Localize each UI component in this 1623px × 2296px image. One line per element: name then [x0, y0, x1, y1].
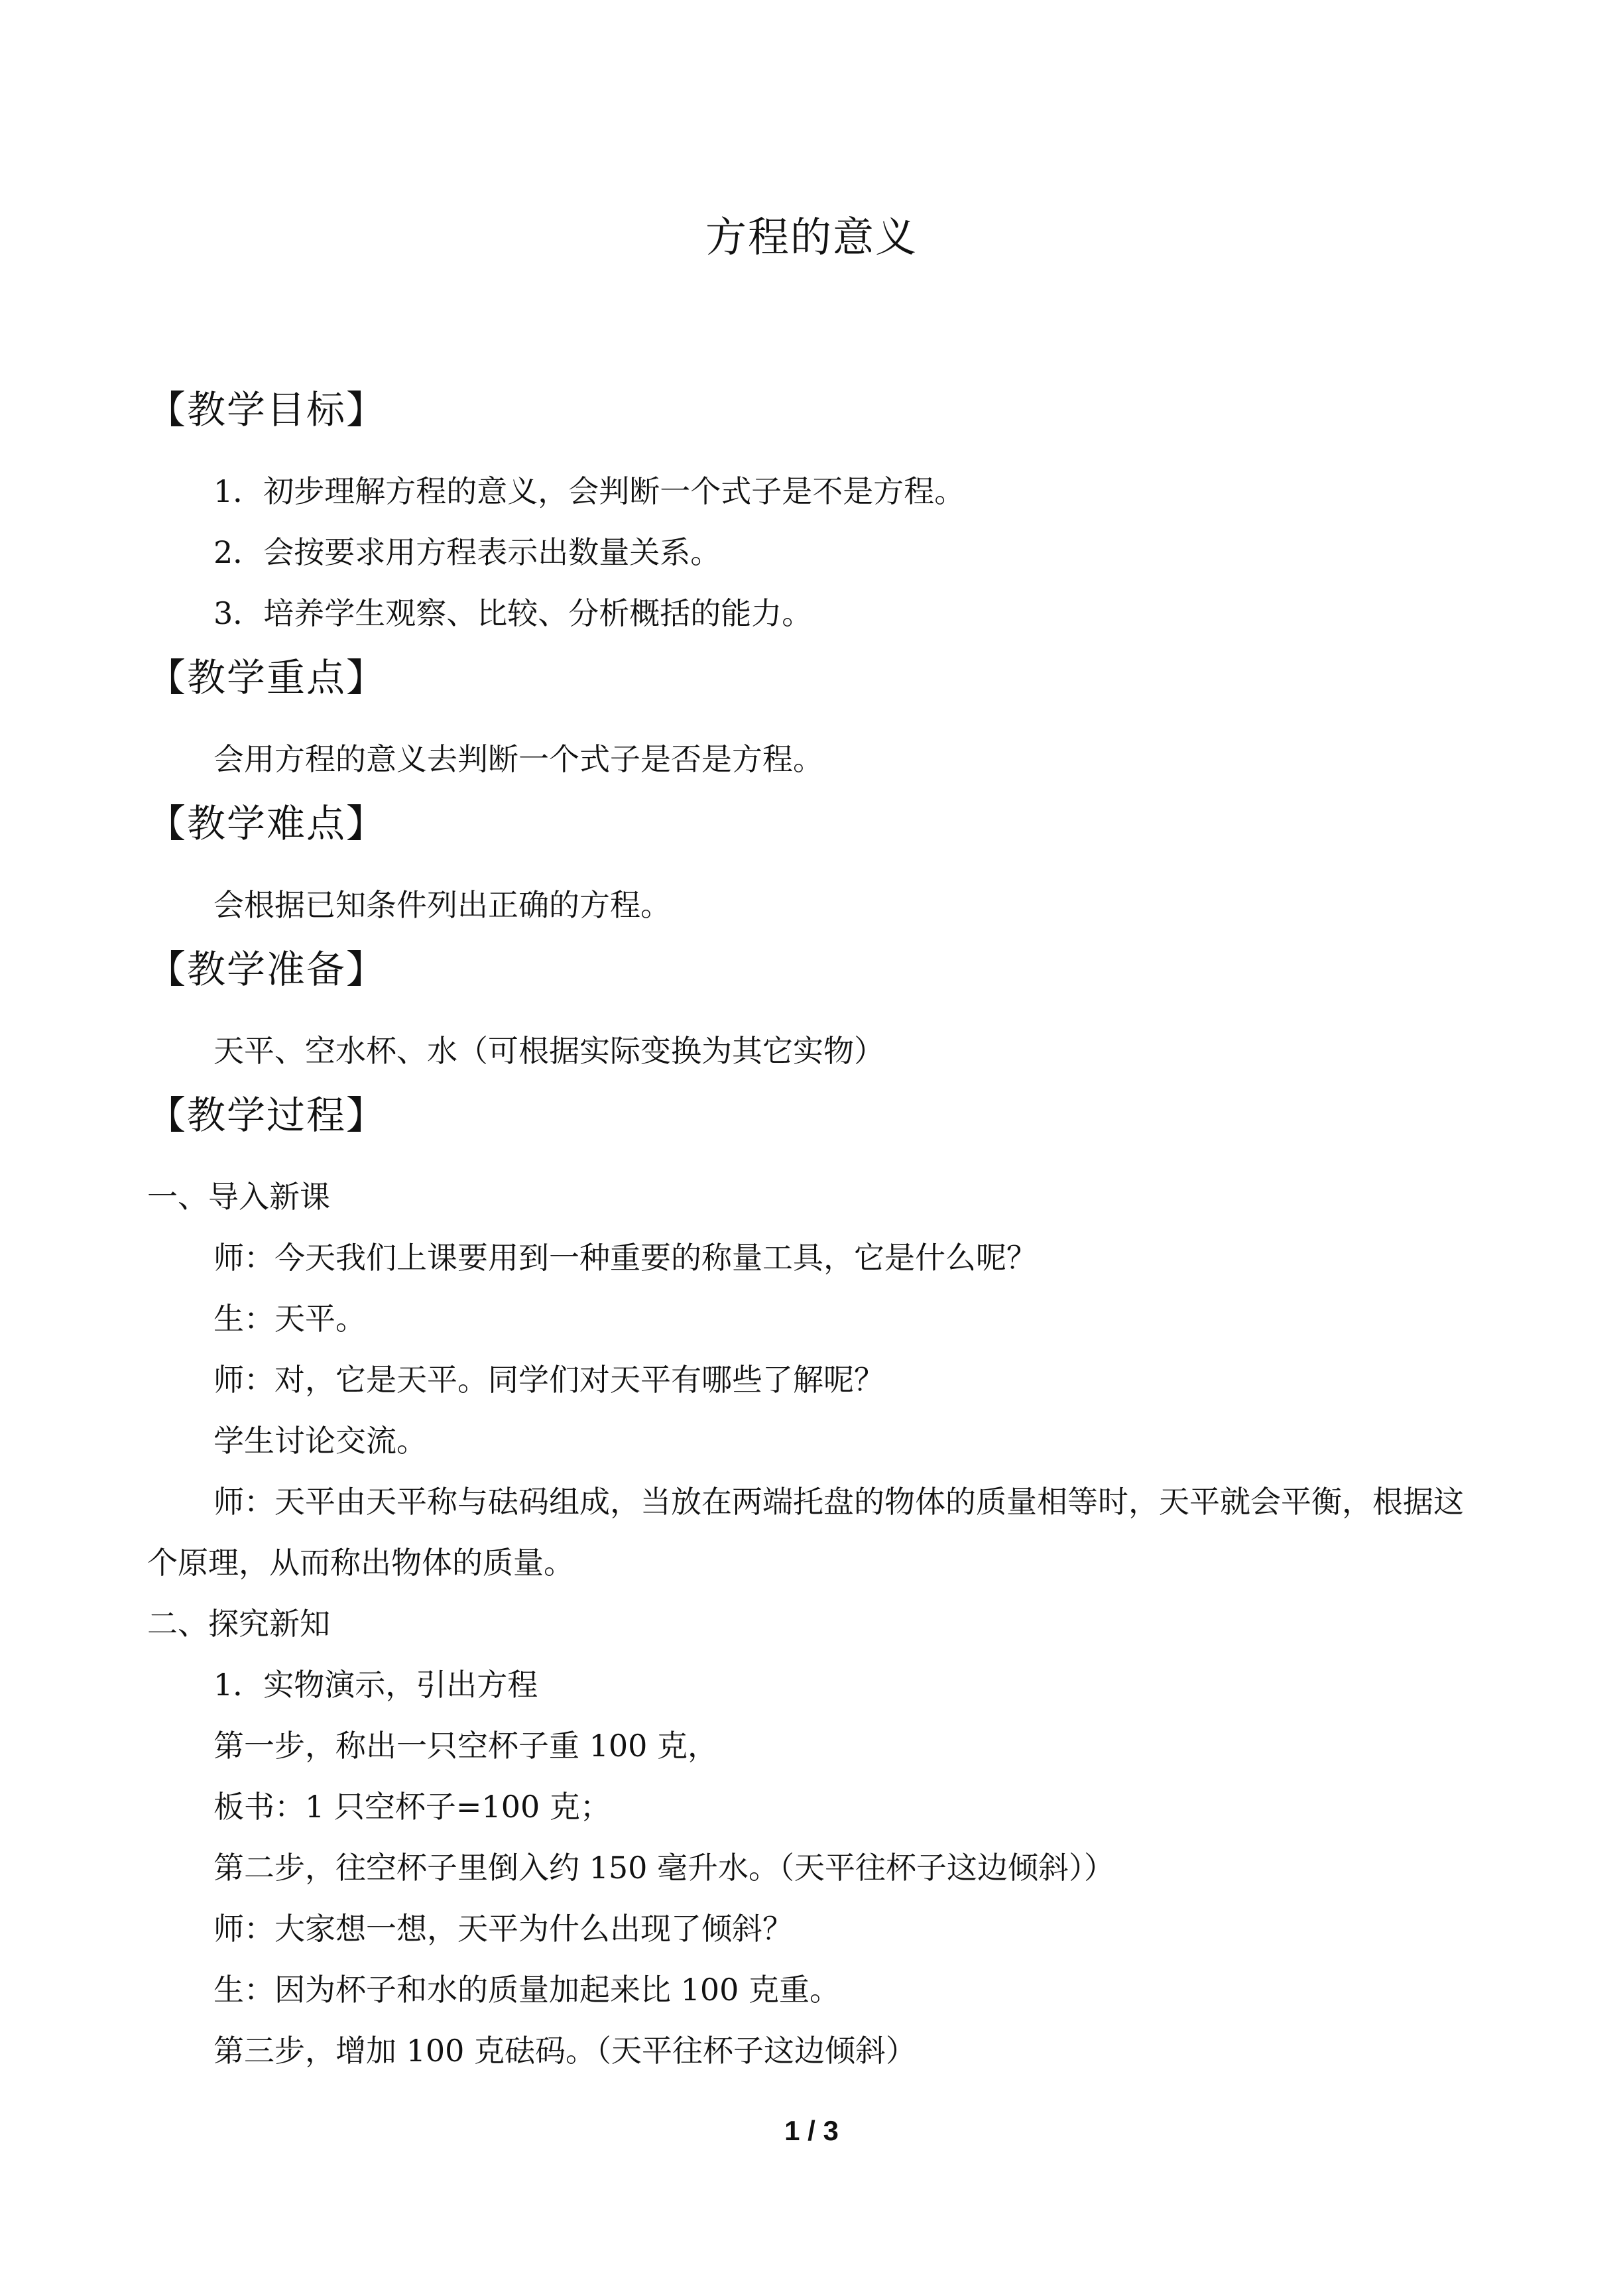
objective-item: 2．会按要求用方程表示出数量关系。: [213, 534, 721, 570]
objectives-heading: 【教学目标】: [147, 387, 387, 432]
objective-item: 3．培养学生观察、比较、分析概括的能力。: [213, 595, 813, 631]
step-line: 生：因为杯子和水的质量加起来比 100 克重。: [213, 1972, 841, 2008]
document-title: 方程的意义: [705, 213, 918, 261]
step-line: 第三步，增加 100 克砝码。（天平往杯子这边倾斜）: [213, 2033, 917, 2069]
step-line: 第二步，往空杯子里倒入约 150 毫升水。（天平往杯子这边倾斜））: [213, 1850, 1115, 1886]
difficulties-heading: 【教学难点】: [147, 801, 387, 846]
difficulties-text: 会根据已知条件列出正确的方程。: [213, 887, 671, 923]
step-line: 师：大家想一想，天平为什么出现了倾斜？: [213, 1911, 793, 1947]
part1-title: 一、导入新课: [147, 1179, 330, 1215]
dialogue-line: 师：对，它是天平。同学们对天平有哪些了解呢？: [213, 1362, 884, 1398]
process-heading: 【教学过程】: [147, 1093, 387, 1138]
dialogue-line: 生：天平。: [213, 1301, 366, 1337]
preparation-heading: 【教学准备】: [147, 947, 387, 992]
dialogue-line: 师：今天我们上课要用到一种重要的称量工具，它是什么呢？: [213, 1240, 1037, 1276]
preparation-text: 天平、空水杯、水（可根据实际变换为其它实物）: [213, 1033, 884, 1069]
part2-title: 二、探究新知: [147, 1606, 330, 1642]
step-line: 1．实物演示，引出方程: [213, 1667, 538, 1703]
dialogue-paragraph: 师：天平由天平称与砝码组成，当放在两端托盘的物体的质量相等时，天平就会平衡，根据这个原理，从而称出物体的质量。: [147, 1484, 1464, 1581]
objective-item: 1．初步理解方程的意义，会判断一个式子是不是方程。: [213, 473, 965, 509]
key-points-text: 会用方程的意义去判断一个式子是否是方程。: [213, 741, 823, 777]
page-number: 1 / 3: [784, 2115, 839, 2146]
step-line: 板书：1 只空杯子=100 克；: [213, 1789, 611, 1825]
key-points-heading: 【教学重点】: [147, 655, 387, 700]
step-line: 第一步，称出一只空杯子重 100 克，: [213, 1728, 719, 1764]
dialogue-line: 学生讨论交流。: [213, 1423, 427, 1459]
